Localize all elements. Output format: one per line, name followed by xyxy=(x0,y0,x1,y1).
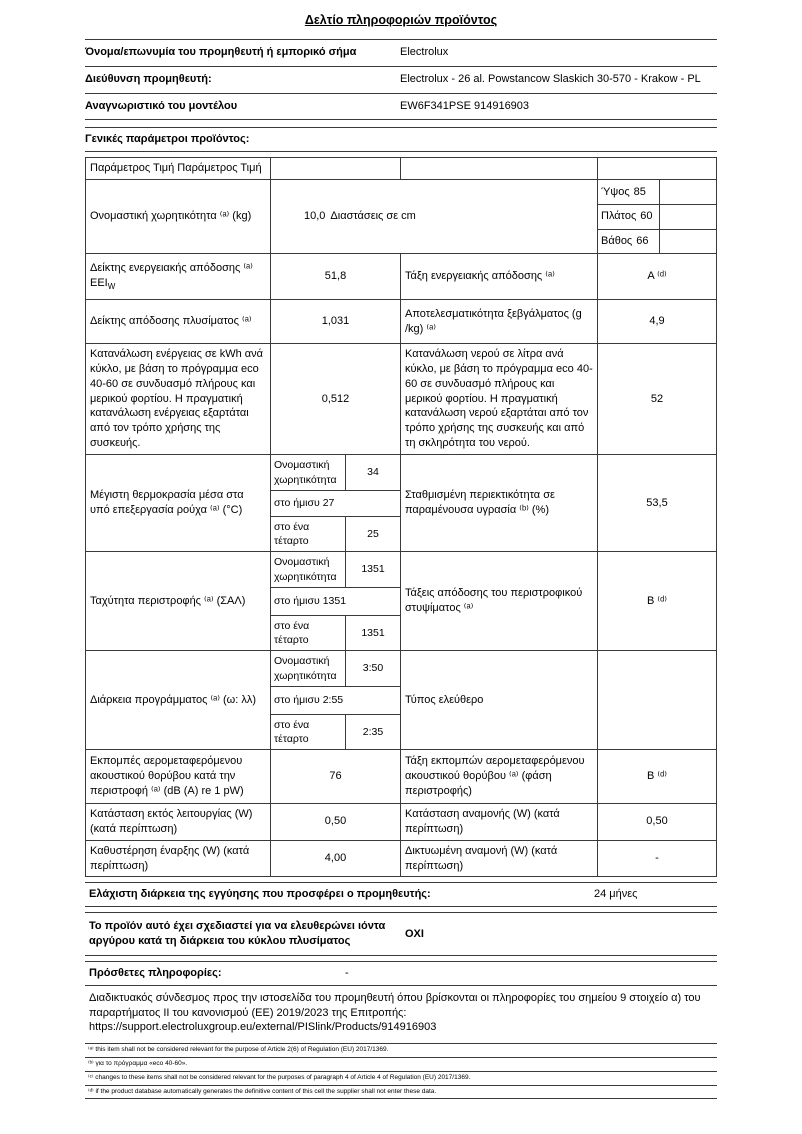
footnotes-section xyxy=(85,1044,717,1099)
energy-class-param-label: Τάξη ενεργειακής απόδοσης ⁽ᵃ⁾ xyxy=(401,254,598,299)
model-identifier-label: Αναγνωριστικό του μοντέλου xyxy=(85,99,238,112)
energy-index-param-label xyxy=(86,254,271,299)
table-header-row xyxy=(86,158,716,179)
temp-half-row xyxy=(271,490,400,516)
supplier-address-row xyxy=(85,66,717,93)
silver-ion-label: Το προϊόν αυτό έχει σχεδιαστεί για να ελευθερώνει ιόντα αργύρου κατά τη διάρκεια του κύκλου πλυσίματος xyxy=(89,920,386,948)
footnote-d: ⁽ᵈ⁾ if the product database automatically generates the definitive content of this cell the supplier shall not enter these data. xyxy=(85,1086,717,1100)
table-header-empty-cell xyxy=(598,158,716,179)
temp-nominal-label: Ονομαστική χωρητικότητα xyxy=(271,455,346,490)
spin-nominal-value: 1351 xyxy=(361,563,385,576)
dimension-width-label: Πλάτος xyxy=(601,210,637,223)
table-header-empty-cell xyxy=(401,158,598,179)
rinsing-value: 4,9 xyxy=(649,315,665,328)
dimension-height-cell xyxy=(598,180,659,204)
dimension-depth-cell xyxy=(598,230,659,254)
capacity-value-and-dimensions-label xyxy=(271,180,598,253)
footnote-c: ⁽ᶜ⁾ changes to these items shall not be considered relevant for the purposes of paragraph 4 of Article 4 of Regulation (EU) 2017/1369. xyxy=(85,1072,717,1086)
energy-consumption-value: 0,512 xyxy=(271,344,401,454)
spin-quarter-label: στο ένα τέταρτο xyxy=(271,616,346,650)
row-consumption xyxy=(86,343,716,454)
networked-standby-param-label: Δικτυωμένη αναμονή (W) (κατά περίπτωση) xyxy=(401,841,598,877)
eei-text: EEI xyxy=(90,276,108,289)
row-delayed-start xyxy=(86,840,716,877)
energy-index-symbol xyxy=(90,276,266,293)
spin-half-cell xyxy=(271,588,400,615)
footnote-a: ⁽ᵃ⁾ this item shall not be considered relevant for the purpose of Article 2(6) of Regulation (EU) 2017/1369. xyxy=(85,1044,717,1058)
noise-value: 76 xyxy=(271,750,401,803)
duration-half-cell xyxy=(271,687,400,714)
dimension-spacer-cell xyxy=(659,180,716,204)
row-washing-index xyxy=(86,299,716,343)
dimension-height-label: Ύψος xyxy=(601,185,630,198)
supplier-brand-label: Όνομα/επωνυμία του προμηθευτή ή εμπορικό σήμα xyxy=(85,45,357,58)
supplier-brand-value: Electrolux xyxy=(400,45,449,58)
model-identifier-row xyxy=(85,93,717,120)
residual-moisture-value: 53,5 xyxy=(646,496,668,509)
spin-class-param-label: Τάξεις απόδοσης του περιστροφικού στυψίματος ⁽ᵃ⁾ xyxy=(401,552,598,650)
spin-nominal-label: Ονομαστική χωρητικότητα xyxy=(271,552,346,587)
temp-quarter-value: 25 xyxy=(367,527,379,540)
duration-nominal-row xyxy=(271,651,400,686)
table-header-empty-cell xyxy=(271,158,401,179)
capacity-value: 10,0 xyxy=(304,210,326,223)
table-header-cell: Παράμετρος Τιμή Παράμετρος Τιμή xyxy=(86,158,271,179)
off-mode-param-label: Κατάσταση εκτός λειτουργίας (W) (κατά περίπτωση) xyxy=(86,804,271,840)
dimension-width-cell xyxy=(598,205,659,229)
temp-nominal-row xyxy=(271,455,400,490)
capacity-param-label: Ονομαστική χωρητικότητα ⁽ᵃ⁾ (kg) xyxy=(86,180,271,253)
spin-speed-subtable xyxy=(271,552,401,650)
temp-half-value: 27 xyxy=(322,497,335,510)
additional-info-row xyxy=(85,961,717,986)
residual-moisture-param-label: Σταθμισμένη περιεκτικότητα σε παραμένουσα υγρασία ⁽ᵇ⁾ (%) xyxy=(401,455,598,551)
delayed-start-value: 4,00 xyxy=(271,841,401,877)
document-title: Δελτίο πληροφοριών προϊόντος xyxy=(304,13,498,27)
additional-info-value: - xyxy=(345,966,349,979)
temp-half-cell xyxy=(271,491,400,516)
energy-class-value: A ⁽ᵈ⁾ xyxy=(647,270,667,283)
temp-nominal-value: 34 xyxy=(367,466,379,479)
spin-half-row xyxy=(271,587,400,615)
noise-param-label: Εκπομπές αερομεταφερόμενου ακουστικού θορύβου κατά την περιστροφή ⁽ᵃ⁾ (dB (A) re 1 pW) xyxy=(86,750,271,803)
duration-nominal-label: Ονομαστική χωρητικότητα xyxy=(271,651,346,686)
general-parameters-header: Γενικές παράμετροι προϊόντος: xyxy=(85,127,717,152)
washing-index-param-label: Δείκτης απόδοσης πλυσίματος ⁽ᵃ⁾ xyxy=(86,300,271,343)
silver-ion-value: ΟΧΙ xyxy=(405,927,424,940)
washing-index-value: 1,031 xyxy=(271,300,401,343)
noise-class-param-label: Τάξη εκπομπών αερομεταφερόμενου ακουστικού θορύβου ⁽ᵃ⁾ (φάση περιστροφής) xyxy=(401,750,598,803)
water-consumption-param-label: Κατανάλωση νερού σε λίτρα ανά κύκλο, με βάση το πρόγραμμα eco 40-60 σε συνδυασμό πλήρους και μερικού φορτίου. Η πραγματική κατανάλωση νερού εξαρτάται από τον τρόπο χρήσης της συσκευής και από τη σκληρότητα του νερού. xyxy=(401,344,598,454)
supplier-address-label: Διεύθυνση προμηθευτή: xyxy=(85,72,212,85)
spin-class-value: B ⁽ᵈ⁾ xyxy=(647,594,667,607)
silver-ion-row xyxy=(85,912,717,956)
temp-quarter-label: στο ένα τέταρτο xyxy=(271,517,346,551)
max-temperature-param-label: Μέγιστη θερμοκρασία μέσα στα υπό επεξεργασία ρούχα ⁽ᵃ⁾ (°C) xyxy=(86,455,271,551)
spin-speed-param-label: Ταχύτητα περιστροφής ⁽ᵃ⁾ (ΣΑΛ) xyxy=(86,552,271,650)
row-max-temperature xyxy=(86,454,716,551)
guarantee-value: 24 μήνες xyxy=(594,888,638,901)
off-mode-value: 0,50 xyxy=(271,804,401,840)
duration-quarter-value: 2:35 xyxy=(362,725,384,738)
dimension-spacer-cell xyxy=(659,205,716,229)
dimension-width-value: 60 xyxy=(640,210,653,223)
spin-half-value: 1351 xyxy=(322,595,347,608)
energy-index-value: 51,8 xyxy=(271,254,401,299)
supplier-info-table xyxy=(85,39,717,121)
spin-half-label: στο ήμισυ xyxy=(274,595,320,608)
program-duration-param-label: Διάρκεια προγράμματος ⁽ᵃ⁾ (ω: λλ) xyxy=(86,651,271,749)
dimension-depth-row xyxy=(598,229,716,254)
supplier-address-value: Electrolux - 26 al. Powstancow Slaskich 30-570 - Krakow - PL xyxy=(400,72,701,85)
dimension-height-value: 85 xyxy=(633,185,646,198)
type-value-empty xyxy=(598,651,716,749)
spin-quarter-row xyxy=(271,615,400,650)
spin-nominal-row xyxy=(271,552,400,587)
rinsing-param-label: Αποτελεσματικότητα ξεβγάλματος (g /kg) ⁽ᵃ⁾ xyxy=(401,300,598,343)
guarantee-label: Ελάχιστη διάρκεια της εγγύησης που προσφέρει ο προμηθευτής: xyxy=(89,888,431,901)
model-identifier-value: EW6F341PSE 914916903 xyxy=(400,99,530,112)
dimensions-label: Διαστάσεις σε cm xyxy=(330,210,416,223)
networked-standby-value: - xyxy=(655,852,659,865)
standby-value: 0,50 xyxy=(646,815,668,828)
dimension-depth-label: Βάθος xyxy=(601,234,633,247)
dimension-height-row xyxy=(598,180,716,204)
parameters-table xyxy=(85,157,717,877)
standby-param-label: Κατάσταση αναμονής (W) (κατά περίπτωση) xyxy=(401,804,598,840)
row-off-mode xyxy=(86,803,716,840)
type-param-label: Τύπος ελεύθερο xyxy=(401,651,598,749)
duration-nominal-value: 3:50 xyxy=(362,662,384,675)
footnote-b: ⁽ᵇ⁾ για το πρόγραμμα «eco 40-60». xyxy=(85,1058,717,1072)
fiche-content xyxy=(85,0,717,1099)
spin-quarter-value: 1351 xyxy=(361,626,385,639)
eei-subscript: W xyxy=(107,281,116,291)
row-energy-index xyxy=(86,253,716,299)
max-temperature-subtable xyxy=(271,455,401,551)
dimensions-subtable xyxy=(598,180,716,253)
supplier-link-paragraph: Διαδικτυακός σύνδεσμος προς την ιστοσελίδα του προμηθευτή όπου βρίσκονται οι πληροφορίες του σημείου 9 στοιχείο α) του παραρτήματος ΙΙ του κανονισμού (ΕΕ) 2019/2023 της Επιτροπής: https://support.electroluxgroup.eu/external/PISlink/Products/914916903 xyxy=(85,986,717,1045)
row-program-duration xyxy=(86,650,716,749)
row-spin-speed xyxy=(86,551,716,650)
additional-info-label: Πρόσθετες πληροφορίες: xyxy=(89,966,222,979)
water-consumption-value: 52 xyxy=(650,392,664,405)
delayed-start-param-label: Καθυστέρηση έναρξης (W) (κατά περίπτωση) xyxy=(86,841,271,877)
dimension-width-row xyxy=(598,204,716,229)
duration-half-row xyxy=(271,686,400,714)
row-capacity xyxy=(86,179,716,253)
dimension-depth-value: 66 xyxy=(636,234,649,247)
temp-quarter-row xyxy=(271,516,400,551)
duration-half-label: στο ήμισυ xyxy=(274,694,320,707)
energy-consumption-param-label: Κατανάλωση ενέργειας σε kWh ανά κύκλο, με βάση το πρόγραμμα eco 40-60 σε συνδυασμό πλήρους και μερικού φορτίου. Η πραγματική κατανάλωση ενέργειας εξαρτάται από τον τρόπο χρήσης της συσκευής. xyxy=(86,344,271,454)
supplier-brand-row xyxy=(85,39,717,66)
temp-half-label: στο ήμισυ xyxy=(274,497,320,510)
duration-half-value: 2:55 xyxy=(322,694,344,707)
noise-class-value: B ⁽ᵈ⁾ xyxy=(647,770,667,783)
duration-quarter-row xyxy=(271,714,400,749)
dimension-spacer-cell xyxy=(659,230,716,254)
duration-quarter-label: στο ένα τέταρτο xyxy=(271,715,346,749)
row-noise xyxy=(86,749,716,803)
energy-index-param-text: Δείκτης ενεργειακής απόδοσης ⁽ᵃ⁾ xyxy=(90,261,253,274)
program-duration-subtable xyxy=(271,651,401,749)
guarantee-row xyxy=(85,882,717,907)
